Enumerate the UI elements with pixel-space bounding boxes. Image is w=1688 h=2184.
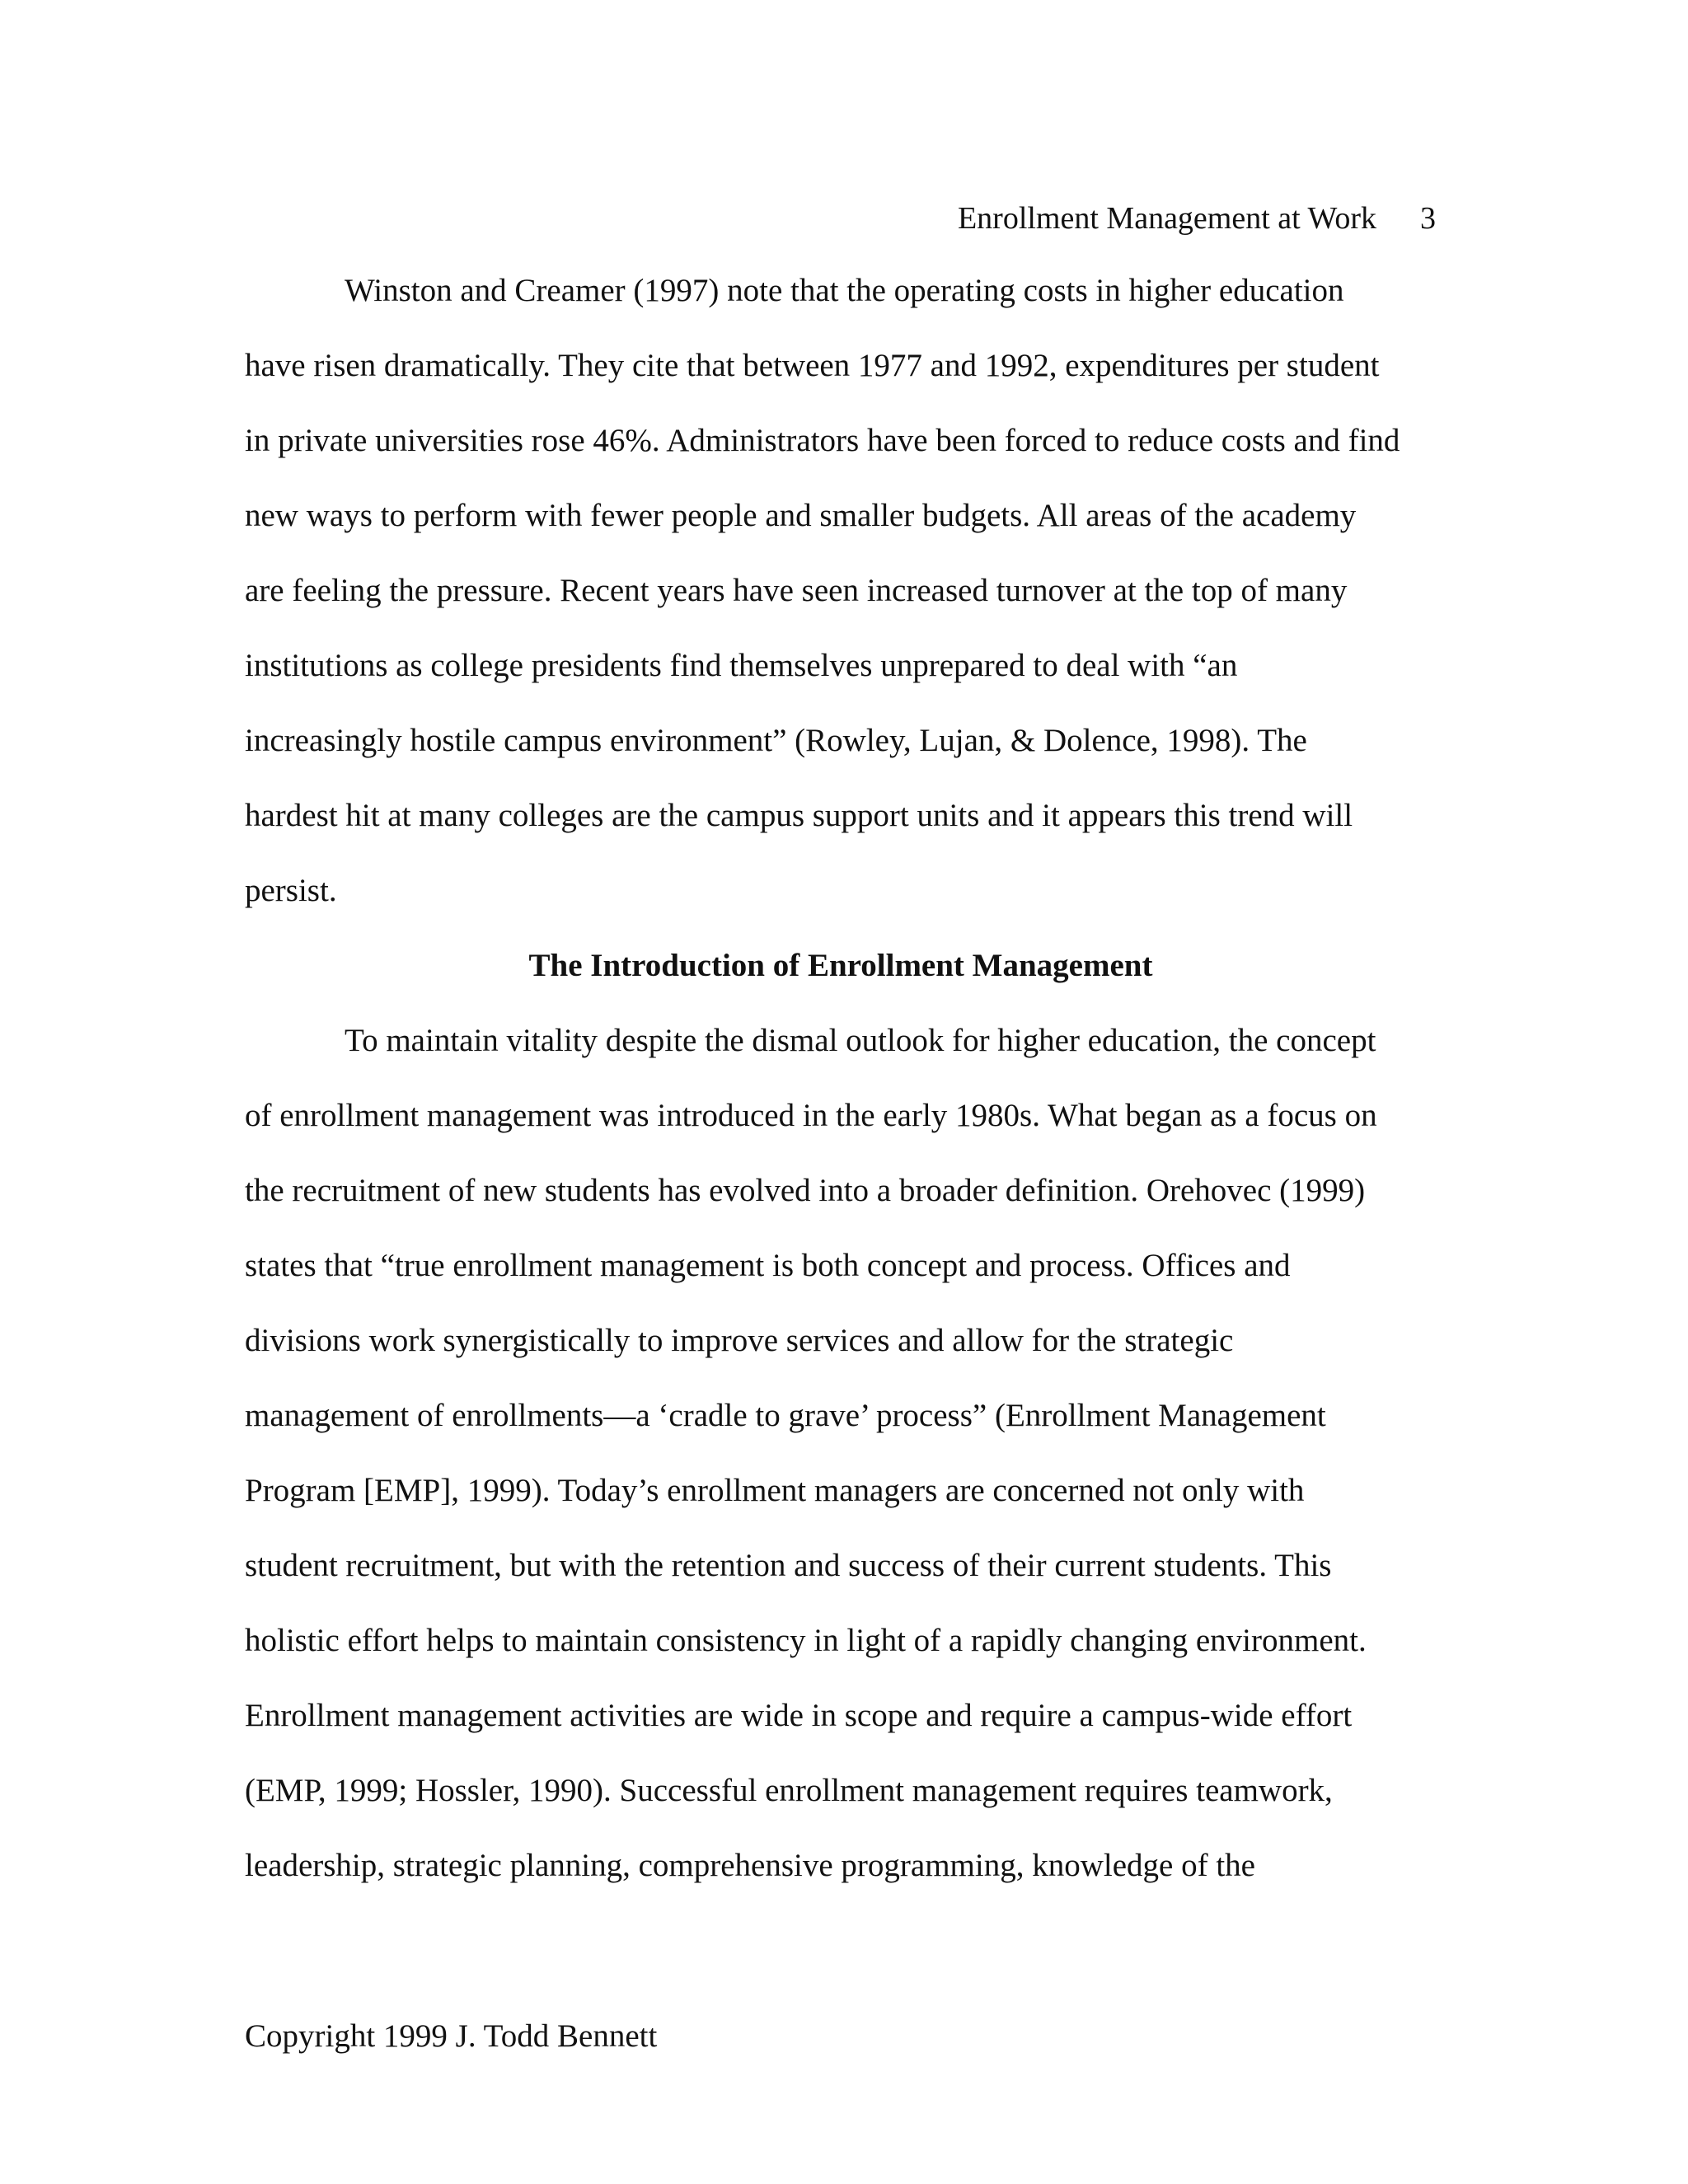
paragraph-line: Enrollment management activities are wide in scope and require a campus-wide effort [245,1698,1353,1733]
paragraph-line: hardest hit at many colleges are the campus support units and it appears this trend will [245,798,1353,833]
page-number: 3 [1420,201,1436,236]
paragraph-line: of enrollment management was introduced in the early 1980s. What began as a focus on [245,1098,1377,1133]
paragraph-line: the recruitment of new students has evolved into a broader definition. Orehovec (1999) [245,1173,1366,1208]
paragraph-line: To maintain vitality despite the dismal outlook for higher education, the concept [345,1023,1376,1058]
paragraph-line: Winston and Creamer (1997) note that the operating costs in higher education [345,273,1344,308]
paragraph-line: new ways to perform with fewer people and smaller budgets. All areas of the academy [245,498,1357,533]
paragraph-line: are feeling the pressure. Recent years have seen increased turnover at the top of many [245,573,1348,608]
paragraph-line: leadership, strategic planning, comprehensive programming, knowledge of the [245,1848,1255,1883]
paragraph-line: student recruitment, but with the retention and success of their current students. This [245,1548,1332,1583]
paragraph-line: have risen dramatically. They cite that between 1977 and 1992, expenditures per student [245,348,1380,383]
running-head-title: Enrollment Management at Work [957,201,1376,236]
running-head [907,196,1436,241]
section-heading: The Introduction of Enrollment Management [528,948,1153,983]
paragraph-line: states that “true enrollment management is both concept and process. Offices and [245,1248,1291,1283]
paragraph-line: holistic effort helps to maintain consistency in light of a rapidly changing environment. [245,1623,1367,1658]
copyright-footer: Copyright 1999 J. Todd Bennett [245,2018,658,2054]
paragraph-line: Program [EMP], 1999). Today’s enrollment managers are concerned not only with [245,1473,1305,1508]
paragraph-line: divisions work synergistically to improve services and allow for the strategic [245,1323,1234,1358]
paragraph-line: increasingly hostile campus environment” (Rowley, Lujan, & Dolence, 1998). The [245,723,1307,758]
paragraph-line: management of enrollments—a ‘cradle to grave’ process” (Enrollment Management [245,1398,1326,1433]
paragraph-line: persist. [245,873,337,908]
paragraph-line: in private universities rose 46%. Administrators have been forced to reduce costs and find [245,423,1400,458]
paragraph-line: (EMP, 1999; Hossler, 1990). Successful enrollment management requires teamwork, [245,1773,1333,1808]
paragraph-line: institutions as college presidents find themselves unprepared to deal with “an [245,648,1238,683]
